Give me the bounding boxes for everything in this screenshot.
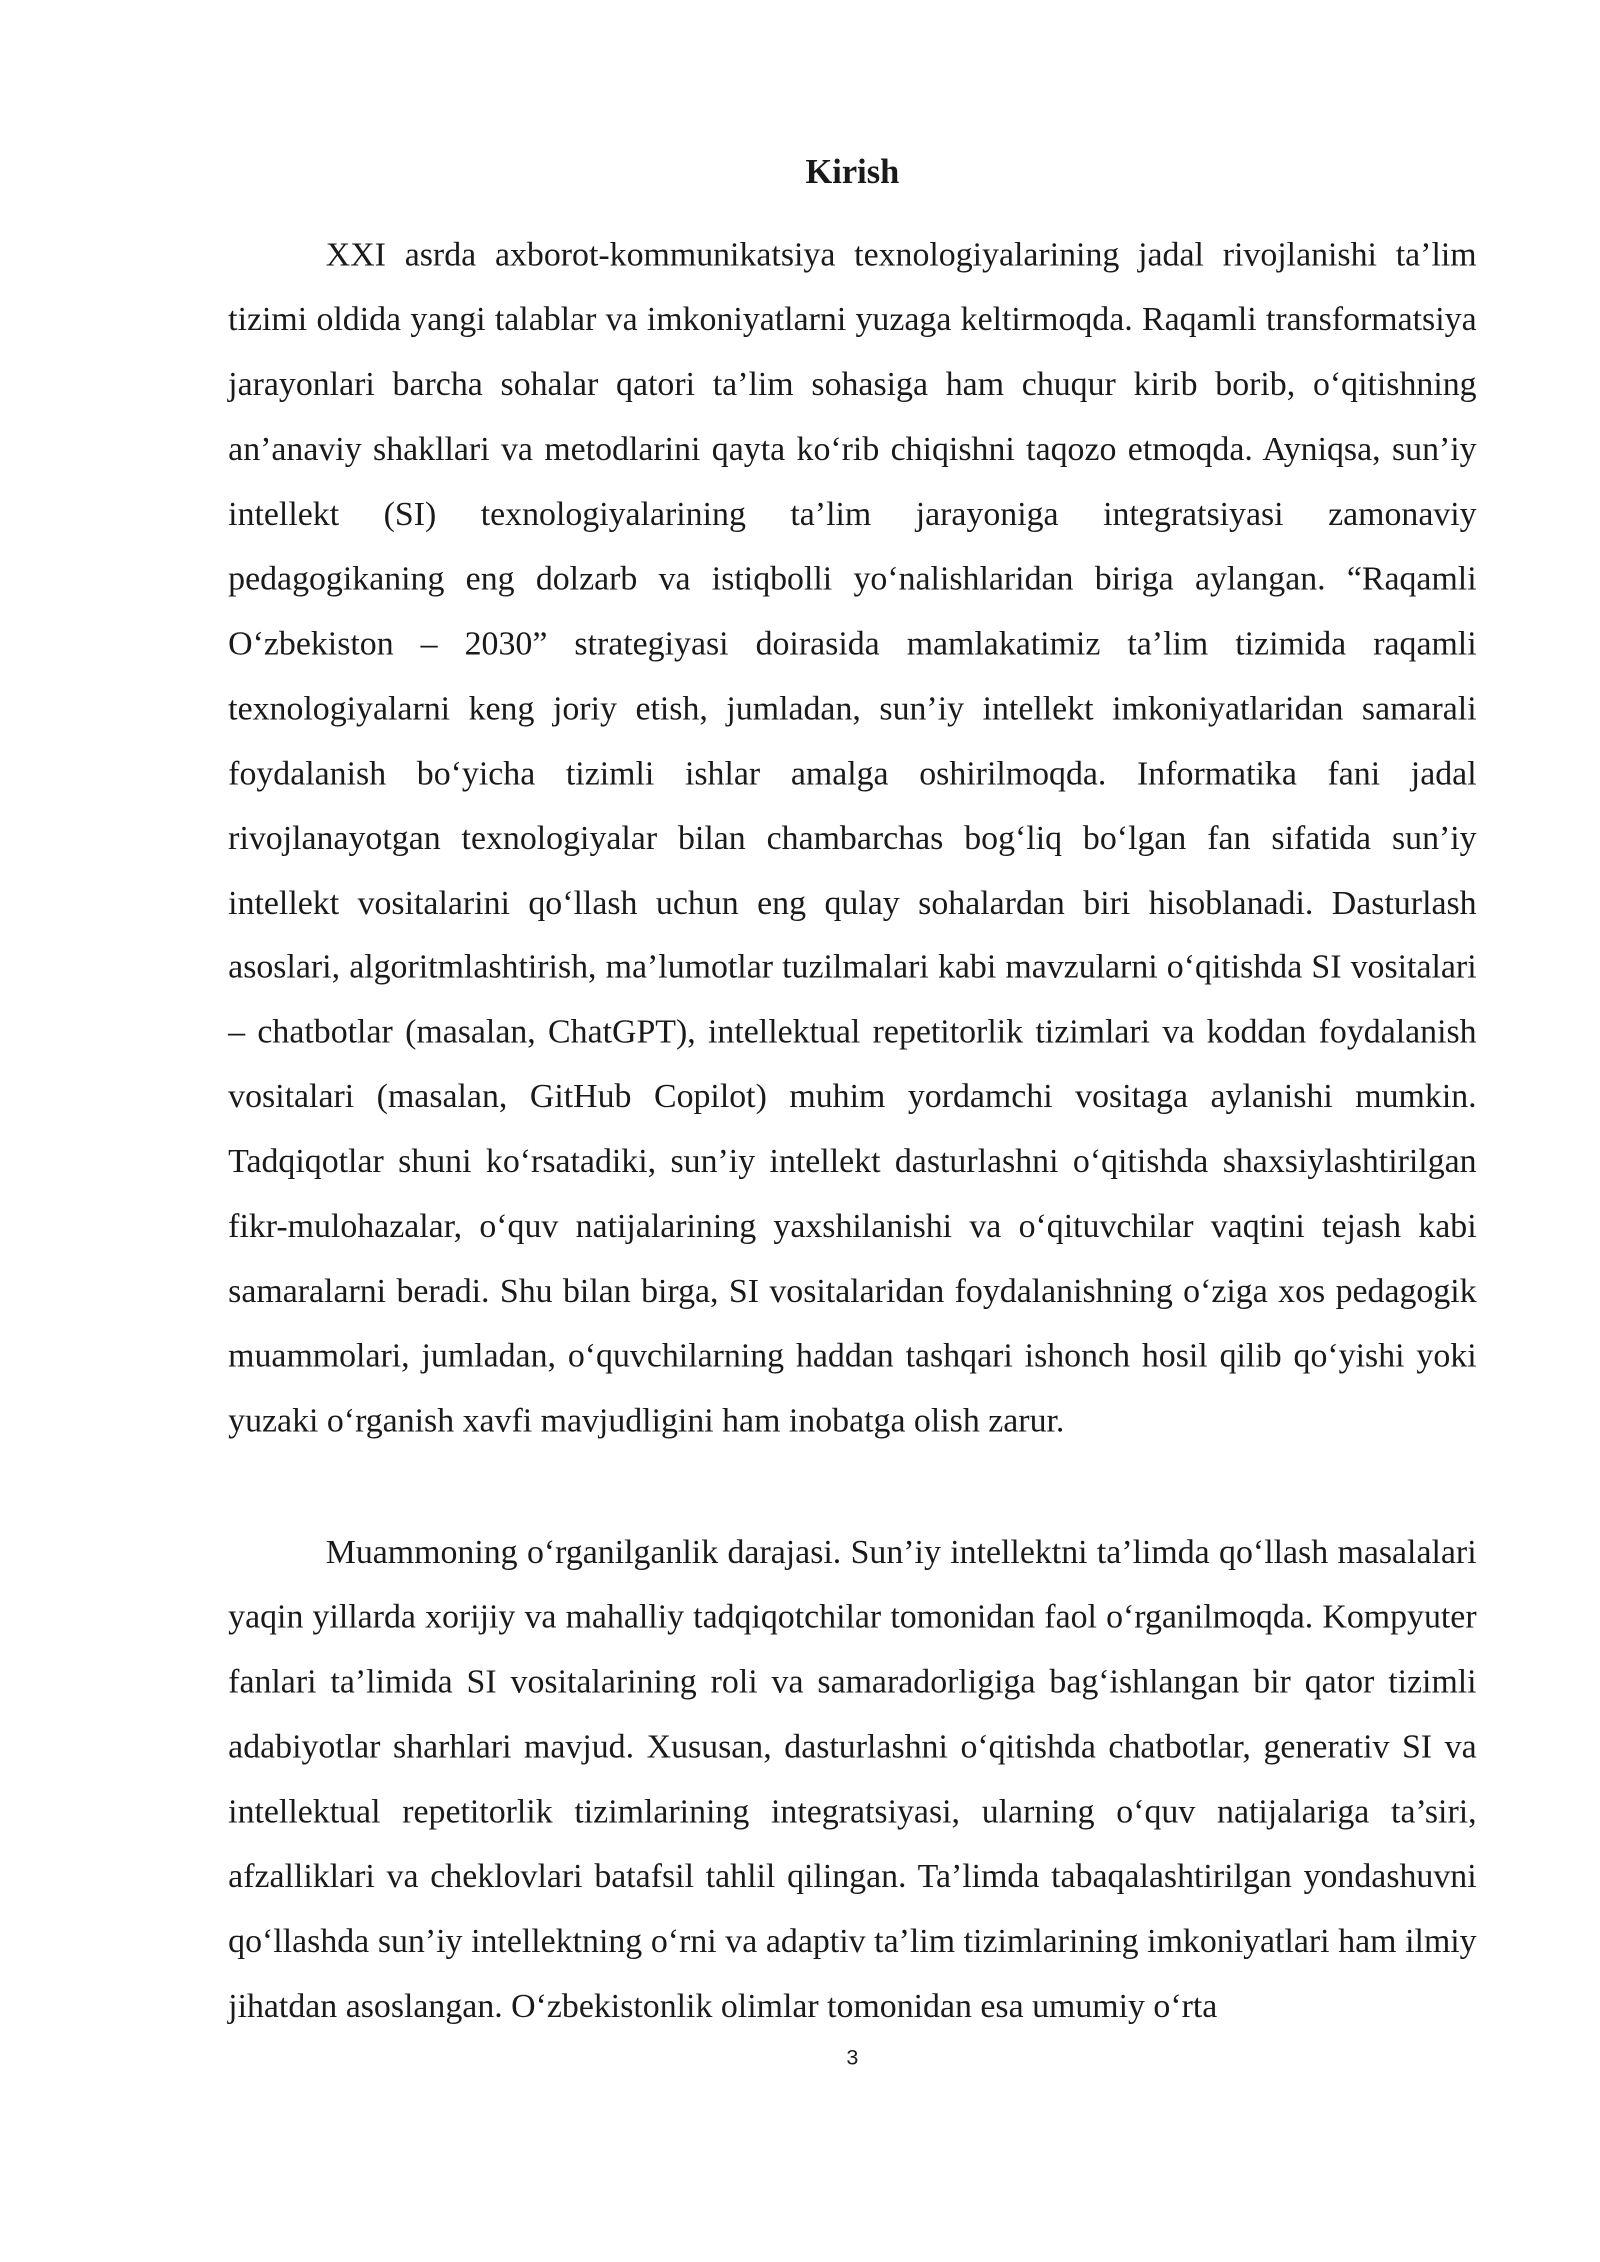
- section-heading: Kirish: [805, 154, 900, 192]
- paragraph-introduction: XXI asrda axborot-kommunikatsiya texnologiyalarining jadal rivojlanishi ta’lim tizimi oldida yangi talablar va imkoniyatlarni yuzaga keltirmoqda. Raqamli transformatsiya jarayonlari barcha sohalar qatori ta’lim sohasiga ham chuqur kirib borib, o‘qitishning an’anaviy shakllari va metodlarini qayta ko‘rib chiqishni taqozo etmoqda. Ayniqsa, sun’iy intellekt (SI) texnologiyalarining ta’lim jarayoniga integratsiyasi zamonaviy pedagogikaning eng dolzarb va istiqbolli yo‘nalishlaridan biriga aylangan. “Raqamli O‘zbekiston – 2030” strategiyasi doirasida mamlakatimiz ta’lim tizimida raqamli texnologiyalarni keng joriy etish, jumladan, sun’iy intellekt imkoniyatlaridan samarali foydalanish bo‘yicha tizimli ishlar amalga oshirilmoqda. Informatika fani jadal rivojlanayotgan texnologiyalar bilan chambarchas bog‘liq bo‘lgan fan sifatida sun’iy intellekt vositalarini qo‘llash uchun eng qulay sohalardan biri hisoblanadi. Dasturlash asoslari, algoritmlashtirish, ma’lumotlar tuzilmalari kabi mavzularni o‘qitishda SI vositalari – chatbotlar (masalan, ChatGPT), intellektual repetitorlik tizimlari va koddan foydalanish vositalari (masalan, GitHub Copilot) muhim yordamchi vositaga aylanishi mumkin. Tadqiqotlar shuni ko‘rsatadiki, sun’iy intellekt dasturlashni o‘qitishda shaxsiylashtirilgan fikr-mulohazalar, o‘quv natijalarining yaxshilanishi va o‘qituvchilar vaqtini tejash kabi samaralarni beradi. Shu bilan birga, SI vositalaridan foydalanishning o‘ziga xos pedagogik muammolari, jumladan, o‘quvchilarning haddan tashqari ishonch hosil qilib qo‘yishi yoki yuzaki o‘rganish xavfi mavjudligini ham inobatga olish zarur.: [228, 236, 1477, 1441]
- page-number: 3: [846, 2045, 859, 2071]
- paragraph-research-level: Muammoning o‘rganilganlik darajasi. Sun’iy intellektni ta’limda qo‘llash masalalari yaqin yillarda xorijiy va mahalliy tadqiqotchilar tomonidan faol o‘rganilmoqda. Kompyuter fanlari ta’limida SI vositalarining roli va samaradorligiga bag‘ishlangan bir qator tizimli adabiyotlar sharhlari mavjud. Xususan, dasturlashni o‘qitishda chatbotlar, generativ SI va intellektual repetitorlik tizimlarining integratsiyasi, ularning o‘quv natijalariga ta’siri, afzalliklari va cheklovlari batafsil tahlil qilingan. Ta’limda tabaqalashtirilgan yondashuvni qo‘llashda sun’iy intellektning o‘rni va adaptiv ta’lim tizimlarining imkoniyatlari ham ilmiy jihatdan asoslangan. O‘zbekistonlik olimlar tomonidan esa umumiy o‘rta: [228, 1533, 1477, 2026]
